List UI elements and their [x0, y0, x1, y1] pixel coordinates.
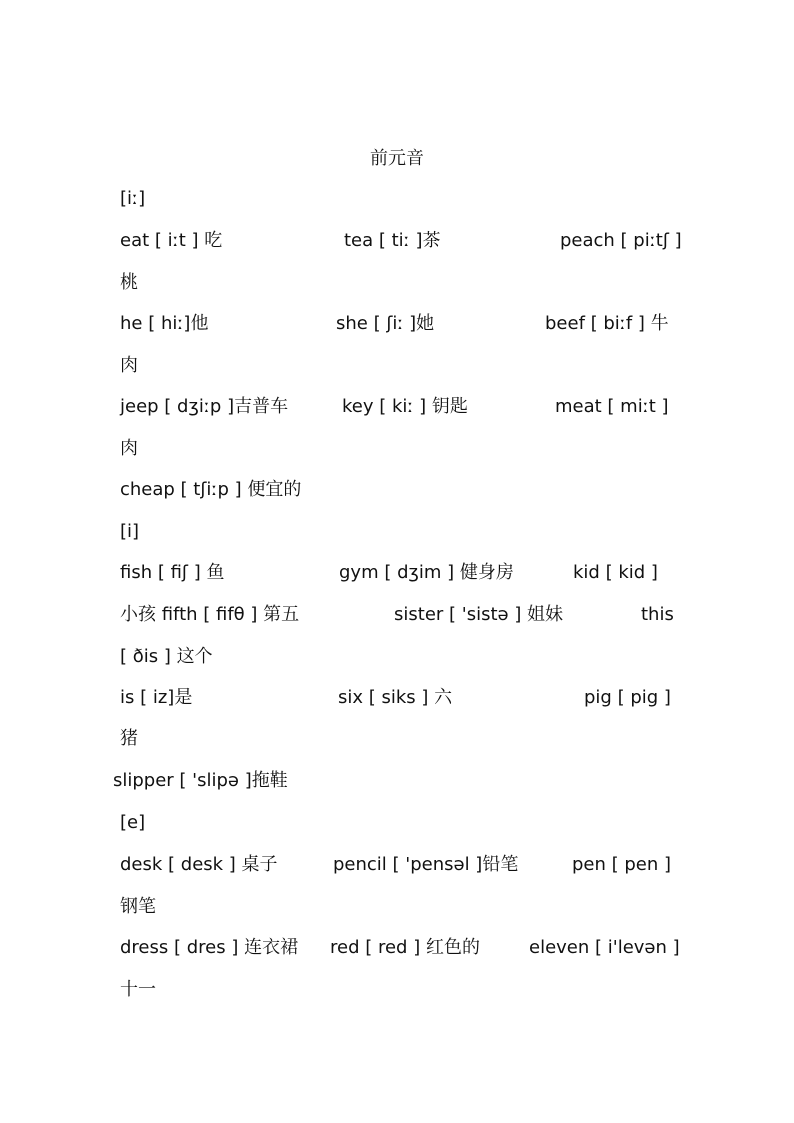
- vocab-entry: pig [ pig ]: [584, 687, 671, 708]
- vocab-entry: sister [ 'sistə ] 姐妹: [394, 604, 564, 625]
- vocab-entry: pencil [ 'pensəl ]铅笔: [333, 854, 519, 875]
- vocab-entry: 猪: [120, 728, 138, 749]
- vocab-entry: 小孩 fifth [ fifθ ] 第五: [120, 604, 300, 625]
- vocab-entry: [iː]: [120, 188, 146, 209]
- vocab-entry: key [ kiː ] 钥匙: [342, 396, 468, 417]
- vocab-entry: is [ iz]是: [120, 687, 193, 708]
- vocab-entry: eleven [ i'levən ]: [529, 937, 680, 958]
- vocab-entry: slipper [ 'slipə ]拖鞋: [113, 770, 288, 791]
- vocab-entry: [i]: [120, 521, 140, 542]
- vocab-entry: 桃: [120, 272, 138, 293]
- vocab-entry: 肉: [120, 355, 138, 376]
- vocab-entry: 钢笔: [120, 896, 156, 917]
- vocab-entry: this: [641, 604, 674, 625]
- vocab-entry: [ ðis ] 这个: [120, 646, 213, 667]
- vocab-entry: meat [ miːt ]: [555, 396, 669, 417]
- vocab-entry: jeep [ dʒiːp ]吉普车: [120, 396, 289, 417]
- vocab-entry: gym [ dʒim ] 健身房: [339, 562, 514, 583]
- vocab-entry: he [ hiː]他: [120, 313, 209, 334]
- vocab-entry: tea [ tiː ]茶: [344, 230, 441, 251]
- vocab-entry: fish [ fiʃ ] 鱼: [120, 562, 225, 583]
- vocab-entry: kid [ kid ]: [573, 562, 658, 583]
- vocab-entry: dress [ dres ] 连衣裙: [120, 937, 299, 958]
- vocab-entry: 肉: [120, 438, 138, 459]
- vocab-entry: peach [ piːtʃ ]: [560, 230, 682, 251]
- vocab-entry: red [ red ] 红色的: [330, 937, 480, 958]
- vocab-entry: eat [ iːt ] 吃: [120, 230, 223, 251]
- vocab-entry: she [ ʃiː ]她: [336, 313, 435, 334]
- vocab-entry: cheap [ tʃiːp ] 便宜的: [120, 479, 302, 500]
- vocab-entry: 十一: [120, 979, 156, 1000]
- vocab-entry: six [ siks ] 六: [338, 687, 453, 708]
- vocab-entry: pen [ pen ]: [572, 854, 672, 875]
- vocab-entry: [e]: [120, 812, 146, 833]
- vocab-entry: desk [ desk ] 桌子: [120, 854, 278, 875]
- page-title: 前元音: [370, 148, 424, 169]
- vocab-entry: beef [ biːf ] 牛: [545, 313, 669, 334]
